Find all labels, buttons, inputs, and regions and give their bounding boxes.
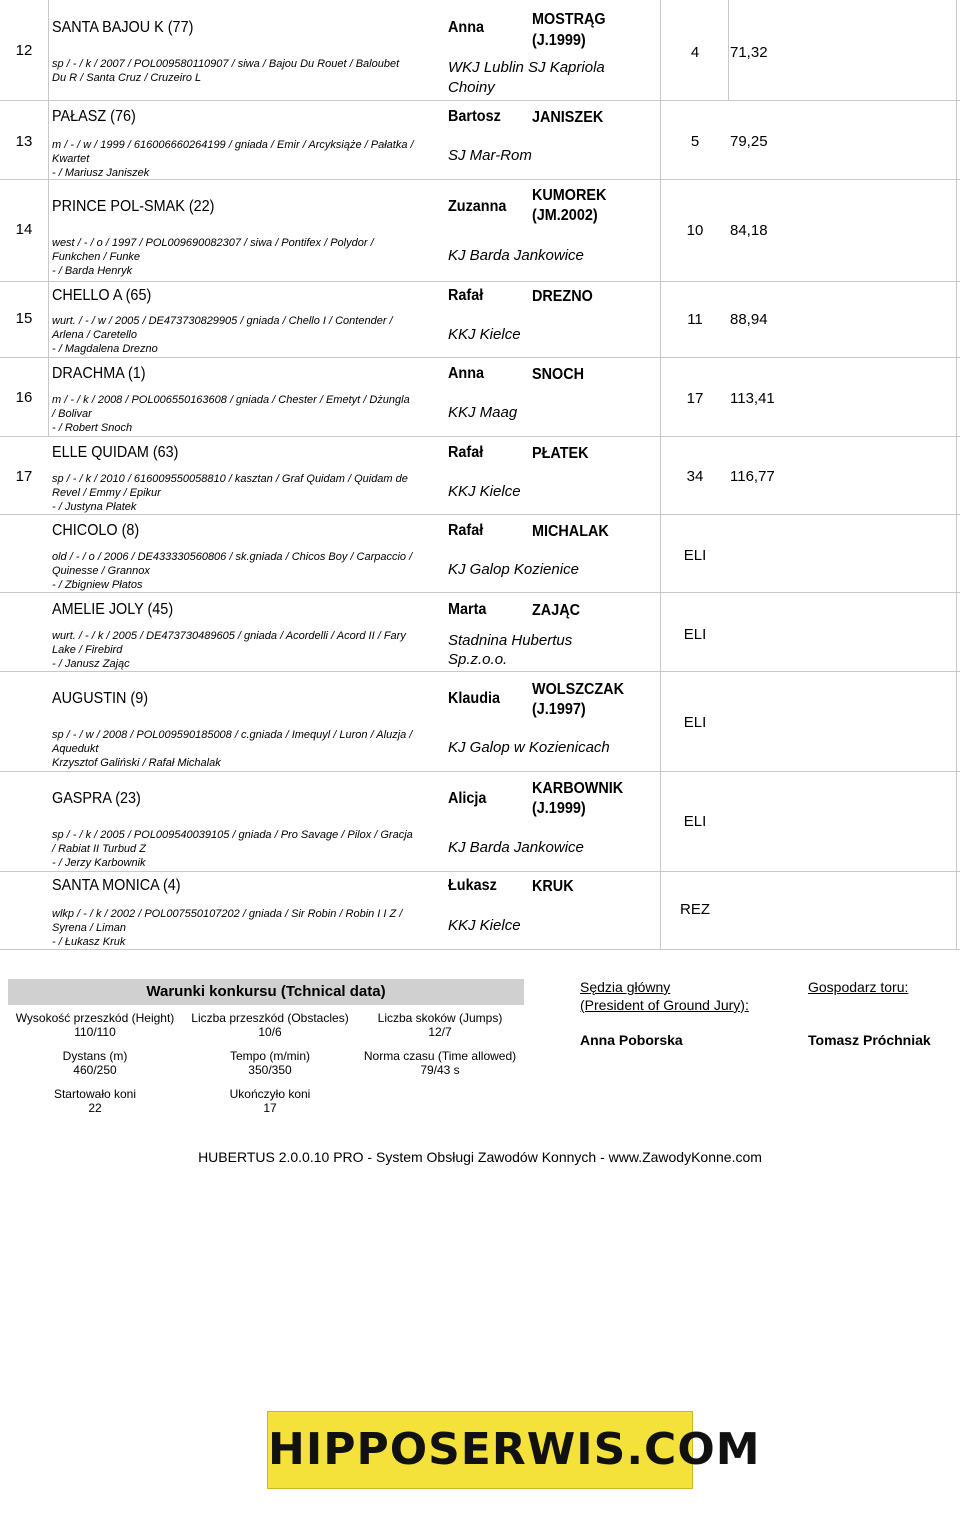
penalty-points: 34: [686, 468, 704, 485]
height-label: Wysokość przeszkód (Height): [15, 1011, 175, 1025]
rider-first-name: Rafał: [448, 287, 484, 304]
time-allowed-value: 79/43 s: [420, 1063, 460, 1077]
grid-line: [956, 0, 957, 950]
grid-line: [660, 0, 661, 950]
horse-details-line: west / - / o / 1997 / POL009690082307 / siwa / Pontifex / Polydor /: [52, 237, 374, 249]
horse-details-line: Revel / Emmy / Epikur: [52, 487, 161, 499]
place-number: 13: [15, 133, 33, 150]
horse-name: GASPRA (23): [52, 790, 141, 807]
ride-time: 116,77: [730, 468, 775, 485]
place-number: 15: [15, 310, 33, 327]
penalty-points: 11: [687, 311, 703, 328]
horse-details-line: sp / - / k / 2010 / 616009550058810 / kasztan / Graf Quidam / Quidam de: [52, 473, 408, 485]
horse-details-line: Syrena / Liman: [52, 922, 126, 934]
result-row: [0, 872, 960, 950]
rider-last-name: KRUK: [532, 878, 574, 895]
rider-last-name: ZAJĄC: [532, 602, 581, 619]
tempo-value: 350/350: [248, 1063, 292, 1077]
rider-first-name: Anna: [448, 365, 484, 382]
result-row: [0, 101, 960, 180]
started-value: 22: [88, 1101, 102, 1115]
grid-line: [48, 0, 49, 437]
rider-last-name: WOLSZCZAK: [532, 681, 624, 698]
horse-details-line: - / Jerzy Karbownik: [52, 857, 146, 869]
result-row: [0, 772, 960, 872]
horse-details-line: wurt. / - / k / 2005 / DE473730489605 / gniada / Acordelli / Acord II / Fary: [52, 630, 406, 642]
horse-details-line: Du R / Santa Cruz / Cruzeiro L: [52, 72, 202, 84]
horse-name: PAŁASZ (76): [52, 108, 136, 125]
club-name: Stadnina Hubertus: [448, 632, 573, 649]
horse-details-line: - / Robert Snoch: [52, 422, 133, 434]
result-status: ELI: [683, 714, 707, 731]
place-number: 14: [15, 221, 33, 238]
result-status: ELI: [683, 547, 707, 564]
logo-text: HIPPOSERWIS.COM: [268, 1424, 761, 1475]
grid-line: [728, 0, 729, 101]
horse-details-line: - / Zbigniew Płatos: [52, 579, 143, 591]
judge-label-2: (President of Ground Jury):: [580, 997, 749, 1013]
rider-last-name: (JM.2002): [532, 207, 598, 224]
horse-details-line: / Bolivar: [52, 408, 92, 420]
horse-details-line: / Rabiat II Turbud Z: [52, 843, 146, 855]
rider-last-name: SNOCH: [532, 366, 585, 383]
club-name: WKJ Lublin SJ Kapriola: [448, 59, 605, 76]
rider-first-name: Łukasz: [448, 877, 497, 894]
result-row: [0, 0, 960, 101]
horse-name: ELLE QUIDAM (63): [52, 444, 179, 461]
horse-details-line: - / Magdalena Drezno: [52, 343, 158, 355]
result-row: [0, 515, 960, 593]
rider-first-name: Rafał: [448, 444, 484, 461]
club-name: Choiny: [448, 79, 495, 96]
horse-details-line: - / Barda Henryk: [52, 265, 133, 277]
jumps-value: 12/7: [428, 1025, 452, 1039]
horse-details-line: sp / - / k / 2005 / POL009540039105 / gniada / Pro Savage / Pilox / Gracja: [52, 829, 413, 841]
club-name: SJ Mar-Rom: [448, 147, 532, 164]
place-number: 12: [15, 42, 33, 59]
result-row: [0, 358, 960, 437]
horse-name: SANTA BAJOU K (77): [52, 19, 194, 36]
club-name: KKJ Kielce: [448, 326, 521, 343]
technical-data-title: Warunki konkursu (Tchnical data): [146, 983, 386, 1000]
horse-details-line: Funkchen / Funke: [52, 251, 141, 263]
jumps-label: Liczba skoków (Jumps): [377, 1011, 503, 1025]
result-status: REZ: [680, 901, 710, 918]
horse-name: CHICOLO (8): [52, 522, 140, 539]
place-number: 17: [15, 468, 33, 485]
rider-first-name: Alicja: [448, 790, 487, 807]
penalty-points: 10: [686, 222, 704, 239]
horse-details-line: m / - / w / 1999 / 616006660264199 / gniada / Emir / Arcyksiąże / Pałatka /: [52, 139, 414, 151]
club-name: KKJ Kielce: [448, 917, 521, 934]
ride-time: 88,94: [730, 311, 768, 328]
penalty-points: 4: [690, 44, 700, 61]
finished-value: 17: [263, 1101, 277, 1115]
horse-details-line: Kwartet: [52, 153, 90, 165]
result-row: [0, 282, 960, 358]
rider-first-name: Zuzanna: [448, 198, 507, 215]
ride-time: 71,32: [730, 44, 768, 61]
rider-last-name: MICHALAK: [532, 523, 609, 540]
rider-last-name: MOSTRĄG: [532, 11, 606, 28]
horse-name: PRINCE POL-SMAK (22): [52, 198, 215, 215]
result-row: [0, 437, 960, 515]
rider-last-name: (J.1999): [532, 800, 586, 817]
tempo-label: Tempo (m/min): [229, 1049, 310, 1063]
rider-last-name: DREZNO: [532, 288, 593, 305]
obstacles-value: 10/6: [258, 1025, 282, 1039]
obstacles-label: Liczba przeszkód (Obstacles): [191, 1011, 349, 1025]
rider-last-name: PŁATEK: [532, 445, 589, 462]
horse-details-line: m / - / k / 2008 / POL006550163608 / gniada / Chester / Emetyt / Dżungla: [52, 394, 410, 406]
club-name: Sp.z.o.o.: [448, 651, 508, 668]
rider-last-name: (J.1999): [532, 32, 586, 49]
penalty-points: 5: [690, 133, 700, 150]
horse-name: DRACHMA (1): [52, 365, 146, 382]
result-row: [0, 672, 960, 772]
horse-details-line: Krzysztof Galiński / Rafał Michalak: [52, 757, 221, 769]
rider-first-name: Klaudia: [448, 690, 501, 707]
rider-last-name: KARBOWNIK: [532, 780, 624, 797]
horse-details-line: - / Justyna Płatek: [52, 501, 137, 513]
horse-details-line: Aquedukt: [52, 743, 99, 755]
row-divider: [0, 949, 960, 950]
club-name: KJ Barda Jankowice: [448, 247, 584, 264]
horse-details-line: wlkp / - / k / 2002 / POL007550107202 / gniada / Sir Robin / Robin I I Z /: [52, 908, 403, 920]
time-allowed-label: Norma czasu (Time allowed): [363, 1049, 517, 1063]
rider-first-name: Anna: [448, 19, 484, 36]
horse-details-line: - / Mariusz Janiszek: [52, 167, 150, 179]
club-name: KJ Galop w Kozienicach: [448, 739, 610, 756]
host-name: Tomasz Próchniak: [808, 1032, 931, 1048]
hipposerwis-logo[interactable]: [267, 1411, 761, 1489]
horse-name: CHELLO A (65): [52, 287, 152, 304]
club-name: KJ Barda Jankowice: [448, 839, 584, 856]
horse-details-line: sp / - / k / 2007 / POL009580110907 / siwa / Bajou Du Rouet / Baloubet: [52, 58, 400, 70]
distance-value: 460/250: [73, 1063, 117, 1077]
started-label: Startowało koni: [53, 1087, 137, 1101]
horse-name: AMELIE JOLY (45): [52, 601, 174, 618]
club-name: KKJ Maag: [448, 404, 518, 421]
footer-text: HUBERTUS 2.0.0.10 PRO - System Obsługi Zawodów Konnych - www.ZawodyKonne.com: [198, 1149, 762, 1165]
result-row: [0, 180, 960, 282]
horse-details-line: Lake / Firebird: [52, 644, 123, 656]
judge-name: Anna Poborska: [580, 1032, 683, 1048]
rider-first-name: Marta: [448, 601, 487, 618]
horse-name: SANTA MONICA (4): [52, 877, 181, 894]
place-number: 16: [15, 389, 33, 406]
host-label: Gospodarz toru:: [808, 979, 909, 995]
ride-time: 113,41: [730, 390, 775, 407]
horse-details-line: Arlena / Caretello: [52, 329, 137, 341]
rider-last-name: JANISZEK: [532, 109, 604, 126]
rider-last-name: (J.1997): [532, 701, 586, 718]
horse-details-line: - / Łukasz Kruk: [52, 936, 126, 948]
judge-label-1: Sędzia główny: [580, 979, 671, 995]
horse-name: AUGUSTIN (9): [52, 690, 149, 707]
finished-label: Ukończyło koni: [229, 1087, 311, 1101]
horse-details-line: sp / - / w / 2008 / POL009590185008 / c.gniada / Imequyl / Luron / Aluzja /: [52, 729, 413, 741]
horse-details-line: old / - / o / 2006 / DE433330560806 / sk.gniada / Chicos Boy / Carpaccio /: [52, 551, 413, 563]
club-name: KKJ Kielce: [448, 483, 521, 500]
ride-time: 79,25: [730, 133, 768, 150]
result-status: ELI: [683, 813, 707, 830]
rider-last-name: KUMOREK: [532, 187, 607, 204]
ride-time: 84,18: [730, 222, 768, 239]
height-value: 110/110: [74, 1025, 116, 1039]
distance-label: Dystans (m): [62, 1049, 128, 1063]
result-row: [0, 593, 960, 672]
club-name: KJ Galop Kozienice: [448, 561, 579, 578]
result-status: ELI: [683, 626, 707, 643]
horse-details-line: - / Janusz Zając: [52, 658, 130, 670]
horse-details-line: wurt. / - / w / 2005 / DE473730829905 / gniada / Chello I / Contender /: [52, 315, 393, 327]
penalty-points: 17: [686, 390, 704, 407]
rider-first-name: Rafał: [448, 522, 484, 539]
rider-first-name: Bartosz: [448, 108, 501, 125]
horse-details-line: Quinesse / Grannox: [52, 565, 150, 577]
